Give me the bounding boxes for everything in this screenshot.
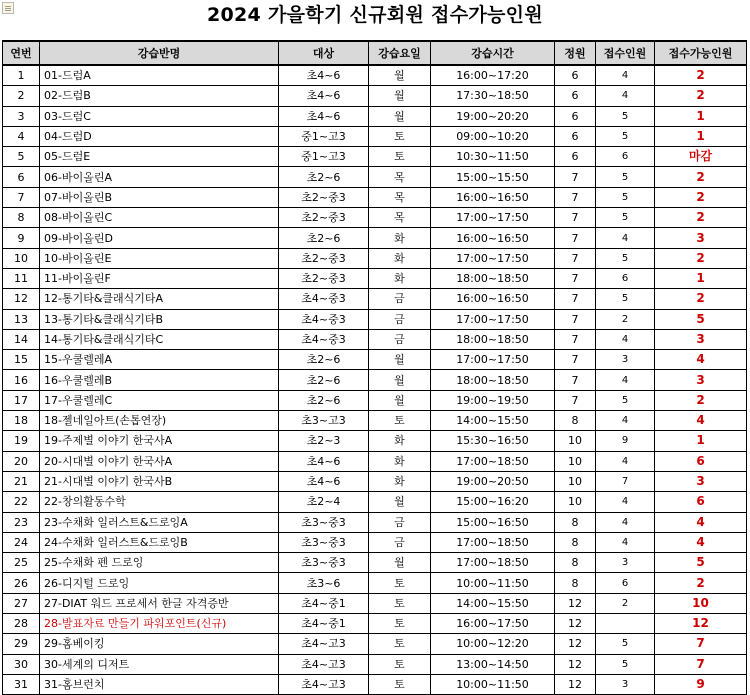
cell-time: 10:00~11:50 [431, 573, 555, 593]
cell-registered: 4 [596, 512, 655, 532]
enrollment-table [2, 40, 747, 695]
cell-time: 19:00~19:50 [431, 390, 555, 410]
cell-registered [596, 614, 655, 634]
cell-time: 10:30~11:50 [431, 147, 555, 167]
table-row [3, 532, 747, 552]
cell-registered: 4 [596, 411, 655, 431]
cell-time: 09:00~10:20 [431, 126, 555, 146]
cell-day: 토 [369, 573, 431, 593]
cell-target: 초4~고3 [279, 654, 369, 674]
cell-class-name: 19-주제별 이야기 한국사A [40, 431, 279, 451]
cell-target: 초4~중1 [279, 593, 369, 613]
cell-no: 27 [3, 593, 40, 613]
cell-class-name: 25-수채화 펜 드로잉 [40, 553, 279, 573]
cell-available: 2 [655, 65, 747, 86]
cell-available: 1 [655, 268, 747, 288]
col-header-capacity: 정원 [555, 41, 596, 65]
cell-no: 29 [3, 634, 40, 654]
cell-target: 초4~중3 [279, 309, 369, 329]
cell-capacity: 6 [555, 86, 596, 106]
cell-available: 1 [655, 126, 747, 146]
cell-day: 토 [369, 147, 431, 167]
cell-time: 17:00~17:50 [431, 350, 555, 370]
cell-class-name: 15-우쿨렐레A [40, 350, 279, 370]
table-row [3, 208, 747, 228]
cell-registered: 6 [596, 147, 655, 167]
col-header-registered: 접수인원 [596, 41, 655, 65]
cell-time: 17:00~17:50 [431, 208, 555, 228]
cell-available: 6 [655, 492, 747, 512]
cell-available: 10 [655, 593, 747, 613]
cell-class-name: 20-시대별 이야기 한국사A [40, 451, 279, 471]
cell-day: 월 [369, 350, 431, 370]
table-row [3, 248, 747, 268]
cell-time: 15:00~15:50 [431, 167, 555, 187]
cell-time: 18:00~18:50 [431, 370, 555, 390]
cell-class-name: 17-우쿨렐레C [40, 390, 279, 410]
cell-day: 월 [369, 370, 431, 390]
col-header-day: 강습요일 [369, 41, 431, 65]
cell-class-name: 04-드럼D [40, 126, 279, 146]
cell-time: 16:00~17:20 [431, 65, 555, 86]
cell-class-name: 30-세계의 디저트 [40, 654, 279, 674]
cell-registered: 5 [596, 167, 655, 187]
cell-capacity: 12 [555, 654, 596, 674]
cell-time: 15:00~16:50 [431, 512, 555, 532]
cell-day: 금 [369, 532, 431, 552]
cell-capacity: 10 [555, 492, 596, 512]
cell-time: 10:00~12:20 [431, 634, 555, 654]
cell-target: 초2~중3 [279, 208, 369, 228]
cell-available: 3 [655, 329, 747, 349]
cell-registered: 9 [596, 431, 655, 451]
cell-day: 월 [369, 86, 431, 106]
cell-time: 17:30~18:50 [431, 86, 555, 106]
table-row [3, 86, 747, 106]
cell-no: 24 [3, 532, 40, 552]
cell-class-name: 24-수채화 일러스트&드로잉B [40, 532, 279, 552]
cell-registered: 5 [596, 187, 655, 207]
cell-registered: 6 [596, 268, 655, 288]
header-row [3, 41, 747, 65]
cell-capacity: 6 [555, 126, 596, 146]
cell-available: 2 [655, 248, 747, 268]
cell-available: 2 [655, 167, 747, 187]
cell-time: 17:00~17:50 [431, 309, 555, 329]
cell-registered: 2 [596, 309, 655, 329]
cell-time: 19:00~20:50 [431, 471, 555, 491]
cell-class-name: 03-드럼C [40, 106, 279, 126]
cell-available: 5 [655, 309, 747, 329]
cell-no: 5 [3, 147, 40, 167]
table-row [3, 573, 747, 593]
cell-target: 초2~중3 [279, 187, 369, 207]
cell-target: 초4~6 [279, 86, 369, 106]
cell-no: 10 [3, 248, 40, 268]
cell-target: 초3~6 [279, 573, 369, 593]
col-header-time: 강습시간 [431, 41, 555, 65]
cell-day: 토 [369, 634, 431, 654]
cell-day: 화 [369, 431, 431, 451]
cell-class-name: 18-젤네일아트(손톱연장) [40, 411, 279, 431]
cell-capacity: 7 [555, 350, 596, 370]
table-row [3, 512, 747, 532]
cell-target: 초2~6 [279, 390, 369, 410]
cell-capacity: 10 [555, 451, 596, 471]
table-body [3, 65, 747, 695]
cell-time: 17:00~17:50 [431, 248, 555, 268]
table-row [3, 593, 747, 613]
cell-class-name: 08-바이올린C [40, 208, 279, 228]
cell-target: 초2~3 [279, 431, 369, 451]
cell-target: 초3~중3 [279, 532, 369, 552]
cell-class-name: 28-발표자료 만들기 파워포인트(신규) [40, 614, 279, 634]
cell-day: 화 [369, 248, 431, 268]
cell-available: 1 [655, 106, 747, 126]
page-title: 2024 가을학기 신규회원 접수가능인원 [207, 4, 543, 26]
table-row [3, 674, 747, 694]
cell-registered: 5 [596, 248, 655, 268]
cell-registered: 4 [596, 329, 655, 349]
cell-registered: 4 [596, 86, 655, 106]
table-row [3, 126, 747, 146]
cell-class-name: 10-바이올린E [40, 248, 279, 268]
cell-no: 26 [3, 573, 40, 593]
cell-day: 월 [369, 65, 431, 86]
cell-class-name: 07-바이올린B [40, 187, 279, 207]
cell-registered: 4 [596, 451, 655, 471]
table-row [3, 431, 747, 451]
cell-available: 3 [655, 370, 747, 390]
cell-no: 16 [3, 370, 40, 390]
cell-target: 초4~중1 [279, 614, 369, 634]
cell-no: 6 [3, 167, 40, 187]
cell-time: 17:00~18:50 [431, 553, 555, 573]
cell-time: 18:00~18:50 [431, 268, 555, 288]
cell-no: 9 [3, 228, 40, 248]
cell-class-name: 16-우쿨렐레B [40, 370, 279, 390]
cell-target: 초2~중3 [279, 248, 369, 268]
cell-no: 18 [3, 411, 40, 431]
cell-time: 14:00~15:50 [431, 411, 555, 431]
cell-class-name: 09-바이올린D [40, 228, 279, 248]
cell-target: 초2~6 [279, 350, 369, 370]
table-row [3, 289, 747, 309]
cell-time: 17:00~18:50 [431, 451, 555, 471]
table-row [3, 492, 747, 512]
cell-day: 월 [369, 106, 431, 126]
cell-target: 초4~중3 [279, 289, 369, 309]
cell-capacity: 8 [555, 573, 596, 593]
cell-class-name: 01-드럼A [40, 65, 279, 86]
table-row [3, 167, 747, 187]
cell-no: 13 [3, 309, 40, 329]
table-row [3, 654, 747, 674]
cell-capacity: 10 [555, 471, 596, 491]
cell-registered: 3 [596, 350, 655, 370]
cell-class-name: 11-바이올린F [40, 268, 279, 288]
cell-no: 23 [3, 512, 40, 532]
cell-class-name: 05-드럼E [40, 147, 279, 167]
cell-class-name: 21-시대별 이야기 한국사B [40, 471, 279, 491]
table-row [3, 390, 747, 410]
cell-day: 월 [369, 553, 431, 573]
cell-class-name: 23-수채화 일러스트&드로잉A [40, 512, 279, 532]
cell-capacity: 10 [555, 431, 596, 451]
cell-no: 2 [3, 86, 40, 106]
table-row [3, 350, 747, 370]
cell-day: 금 [369, 289, 431, 309]
cell-no: 3 [3, 106, 40, 126]
cell-available: 3 [655, 471, 747, 491]
cell-target: 중1~고3 [279, 126, 369, 146]
cell-registered: 5 [596, 126, 655, 146]
cell-registered: 5 [596, 390, 655, 410]
cell-day: 화 [369, 228, 431, 248]
cell-available: 12 [655, 614, 747, 634]
cell-capacity: 7 [555, 228, 596, 248]
cell-day: 화 [369, 268, 431, 288]
table-row [3, 411, 747, 431]
cell-time: 16:00~16:50 [431, 187, 555, 207]
cell-capacity: 7 [555, 370, 596, 390]
cell-capacity: 6 [555, 106, 596, 126]
cell-target: 초2~6 [279, 228, 369, 248]
cell-no: 4 [3, 126, 40, 146]
cell-capacity: 6 [555, 147, 596, 167]
cell-target: 초4~6 [279, 65, 369, 86]
table-row [3, 309, 747, 329]
cell-available: 4 [655, 350, 747, 370]
cell-day: 목 [369, 187, 431, 207]
cell-no: 21 [3, 471, 40, 491]
col-header-no: 연번 [3, 41, 40, 65]
table-row [3, 268, 747, 288]
table-row [3, 614, 747, 634]
cell-no: 22 [3, 492, 40, 512]
cell-available: 2 [655, 208, 747, 228]
cell-time: 13:00~14:50 [431, 654, 555, 674]
cell-class-name: 29-홈베이킹 [40, 634, 279, 654]
cell-available: 5 [655, 553, 747, 573]
cell-available: 7 [655, 634, 747, 654]
table-row [3, 329, 747, 349]
cell-time: 10:00~11:50 [431, 674, 555, 694]
cell-capacity: 8 [555, 411, 596, 431]
cell-target: 초3~고3 [279, 411, 369, 431]
cell-target: 초4~고3 [279, 674, 369, 694]
cell-time: 18:00~18:50 [431, 329, 555, 349]
cell-target: 중1~고3 [279, 147, 369, 167]
cell-day: 화 [369, 451, 431, 471]
cell-available: 4 [655, 411, 747, 431]
cell-capacity: 6 [555, 65, 596, 86]
cell-day: 화 [369, 471, 431, 491]
cell-class-name: 12-통기타&클래식기타A [40, 289, 279, 309]
cell-day: 토 [369, 614, 431, 634]
cell-time: 14:00~15:50 [431, 593, 555, 613]
cell-capacity: 7 [555, 289, 596, 309]
cell-day: 토 [369, 654, 431, 674]
cell-capacity: 8 [555, 553, 596, 573]
cell-no: 25 [3, 553, 40, 573]
cell-capacity: 12 [555, 614, 596, 634]
cell-target: 초3~중3 [279, 512, 369, 532]
cell-day: 토 [369, 674, 431, 694]
col-header-class-name: 강습반명 [40, 41, 279, 65]
cell-time: 17:00~18:50 [431, 532, 555, 552]
cell-time: 16:00~16:50 [431, 289, 555, 309]
cell-no: 7 [3, 187, 40, 207]
cell-target: 초2~6 [279, 167, 369, 187]
cell-class-name: 27-DIAT 워드 프로세서 한글 자격증반 [40, 593, 279, 613]
cell-target: 초4~중3 [279, 329, 369, 349]
cell-capacity: 7 [555, 268, 596, 288]
cell-registered: 4 [596, 228, 655, 248]
table-row [3, 451, 747, 471]
cell-capacity: 7 [555, 390, 596, 410]
cell-registered: 5 [596, 654, 655, 674]
cell-available: 7 [655, 654, 747, 674]
cell-no: 1 [3, 65, 40, 86]
cell-registered: 5 [596, 634, 655, 654]
cell-no: 12 [3, 289, 40, 309]
cell-capacity: 8 [555, 532, 596, 552]
col-header-target: 대상 [279, 41, 369, 65]
cell-target: 초4~6 [279, 106, 369, 126]
cell-registered: 7 [596, 471, 655, 491]
cell-target: 초3~중3 [279, 553, 369, 573]
cell-available: 3 [655, 228, 747, 248]
cell-capacity: 7 [555, 187, 596, 207]
cell-registered: 4 [596, 492, 655, 512]
cell-registered: 4 [596, 65, 655, 86]
cell-available: 9 [655, 674, 747, 694]
table-row [3, 106, 747, 126]
cell-registered: 4 [596, 532, 655, 552]
cell-time: 15:30~16:50 [431, 431, 555, 451]
cell-time: 15:00~16:20 [431, 492, 555, 512]
cell-time: 16:00~17:50 [431, 614, 555, 634]
cell-class-name: 13-통기타&클래식기타B [40, 309, 279, 329]
cell-target: 초4~고3 [279, 634, 369, 654]
cell-time: 16:00~16:50 [431, 228, 555, 248]
cell-capacity: 8 [555, 512, 596, 532]
cell-registered: 5 [596, 208, 655, 228]
cell-available: 1 [655, 431, 747, 451]
cell-day: 월 [369, 492, 431, 512]
cell-no: 31 [3, 674, 40, 694]
cell-day: 토 [369, 411, 431, 431]
cell-capacity: 12 [555, 674, 596, 694]
cell-target: 초2~4 [279, 492, 369, 512]
cell-capacity: 7 [555, 167, 596, 187]
cell-registered: 4 [596, 370, 655, 390]
cell-class-name: 22-창의활동수학 [40, 492, 279, 512]
cell-no: 19 [3, 431, 40, 451]
cell-available: 2 [655, 86, 747, 106]
cell-available: 4 [655, 532, 747, 552]
cell-registered: 6 [596, 573, 655, 593]
cell-registered: 5 [596, 289, 655, 309]
table-row [3, 370, 747, 390]
cell-target: 초4~6 [279, 451, 369, 471]
cell-capacity: 12 [555, 593, 596, 613]
cell-day: 토 [369, 126, 431, 146]
table-row [3, 147, 747, 167]
cell-no: 20 [3, 451, 40, 471]
cell-class-name: 31-홈브런치 [40, 674, 279, 694]
cell-registered: 3 [596, 674, 655, 694]
cell-no: 8 [3, 208, 40, 228]
cell-day: 금 [369, 329, 431, 349]
cell-capacity: 7 [555, 248, 596, 268]
cell-time: 19:00~20:20 [431, 106, 555, 126]
cell-class-name: 06-바이올린A [40, 167, 279, 187]
cell-available: 6 [655, 451, 747, 471]
cell-day: 월 [369, 390, 431, 410]
table-row [3, 471, 747, 491]
cell-capacity: 7 [555, 309, 596, 329]
table-row [3, 187, 747, 207]
cell-capacity: 7 [555, 329, 596, 349]
cell-available: 4 [655, 512, 747, 532]
cell-day: 목 [369, 208, 431, 228]
cell-class-name: 14-통기타&클래식기타C [40, 329, 279, 349]
cell-registered: 2 [596, 593, 655, 613]
cell-day: 금 [369, 309, 431, 329]
table-row [3, 634, 747, 654]
cell-available: 2 [655, 289, 747, 309]
cell-capacity: 12 [555, 634, 596, 654]
cell-available: 2 [655, 187, 747, 207]
cell-day: 토 [369, 593, 431, 613]
cell-class-name: 26-디지털 드로잉 [40, 573, 279, 593]
cell-no: 14 [3, 329, 40, 349]
cell-target: 초2~6 [279, 370, 369, 390]
cell-target: 초2~중3 [279, 268, 369, 288]
table-row [3, 228, 747, 248]
cell-day: 목 [369, 167, 431, 187]
cell-available: 마감 [655, 147, 747, 167]
cell-capacity: 7 [555, 208, 596, 228]
cell-no: 28 [3, 614, 40, 634]
cell-available: 2 [655, 390, 747, 410]
cell-day: 금 [369, 512, 431, 532]
table-row [3, 553, 747, 573]
cell-registered: 3 [596, 553, 655, 573]
cell-target: 초4~6 [279, 471, 369, 491]
cell-no: 30 [3, 654, 40, 674]
cell-no: 17 [3, 390, 40, 410]
col-header-available: 접수가능인원 [655, 41, 747, 65]
cell-no: 11 [3, 268, 40, 288]
cell-class-name: 02-드럼B [40, 86, 279, 106]
table-row [3, 65, 747, 86]
cell-no: 15 [3, 350, 40, 370]
cell-registered: 5 [596, 106, 655, 126]
cell-available: 2 [655, 573, 747, 593]
